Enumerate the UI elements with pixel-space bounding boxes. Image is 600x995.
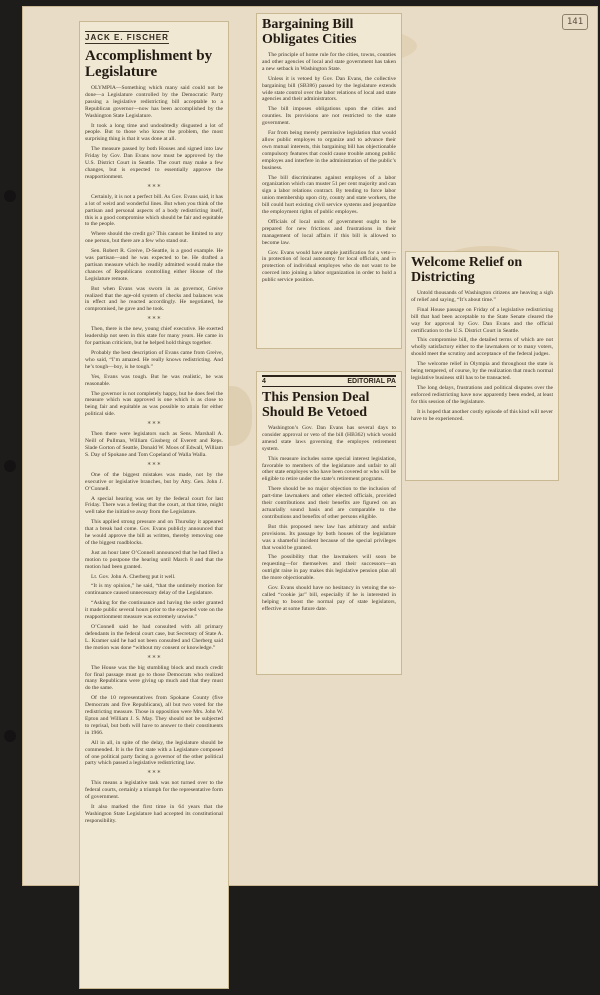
paragraph: Far from being merely permissive legislation that would allow public employes to organize and to advance their own mutual interests, this bargaining bill has objectionable compulsory features that could cause trouble among public employes and interfere in the administration of the public’s business. [262, 130, 396, 171]
paragraph: The welcome relief in Olympia and throughout the state is being tempered, of course, by the realization that much normal legislative business still has to be transacted. [411, 361, 553, 381]
article-body [85, 85, 223, 825]
paragraph: Just an hour later O’Connell announced that he had filed a motion to postpone the hearing until March 8 and that the motion had been granted. [85, 549, 223, 570]
paragraph: Yes, Evans was tough. But he was realistic, he was reasonable. [85, 373, 223, 387]
paragraph: OLYMPIA—Something which many said could not be done—a Legislature controlled by the Democratic Party passing a legislative redistricting bill acceptable to a Republican governor—now has been accomplished by the Washington State Legislature. [85, 85, 223, 119]
section-separator-icon: * * * [147, 183, 161, 191]
paragraph: The House was the big stumbling block and much credit for final passage must go to those Democrats who realized many Republicans were giving up much and that they must do the same. [85, 664, 223, 692]
paragraph: The measure passed by both Houses and signed into law Friday by Gov. Dan Evans now must be approved by the U.S. District Court in Seattle. The court may make a few changes, but is expected to essentially approve the reapportionment. [85, 146, 223, 180]
paragraph: Unless it is vetoed by Gov. Dan Evans, the collective bargaining bill (SB386) passed by the legislature extends wide state control over the labor relations of local and state agencies and their administrators. [262, 75, 396, 103]
section-header [262, 375, 396, 387]
paragraph: The principle of home rule for the cities, towns, counties and other agencies of local and state government has taken a new setback in Washington State. [262, 52, 396, 72]
paragraph: Then there were legislators such as Sens. Marshall A. Neill of Pullman, William Gissberg of Everett and Reps. Slade Gorton of Seattle, Donald W. Moos of Edwall, William S. Day of Spokane and Tom Copeland of Walla Walla. [85, 431, 223, 458]
paragraph: Where should the credit go? This cannot be limited to any one person, but there are a few who stand out. [85, 231, 223, 245]
paragraph: Then, there is the new, young chief executive. He exerted leadership not seen in this state for many years. He came in for partisan criticism, but he helped hold things together. [85, 326, 223, 347]
paragraph: But this proposed new law has arbitrary and unfair provisions. Its passage by both houses of the legislature was a shameful incident because of the special privileges that would be granted. [262, 523, 396, 551]
headline: Bargaining Bill Obligates Cities [262, 17, 357, 47]
paragraph: One of the biggest mistakes was made, not by the executive or legislative branches, but by Atty. Gen. John J. O’Connell. [85, 471, 223, 492]
paragraph: Gov. Evans should have no hesitancy in vetoing the so-called “cookie jar” bill, especially if he is interested in helping to boost the normal pay of state legislators, effective at some future date. [262, 585, 396, 612]
headline: Welcome Relief on Districting [411, 255, 523, 285]
paragraph: A special hearing was set by the federal court for last Friday. There was a feeling that the court, at that time, might well take the initiative away from the Legislature. [85, 495, 223, 516]
paragraph: All in all, in spite of the delay, the legislature should be commended. It is the first state with a Legislature composed of one political party facing a governor of the other political party which passed a legislative redistricting law. [85, 739, 223, 767]
clipping-accomplishment [80, 22, 228, 988]
binder-hole-icon [4, 460, 16, 472]
paragraph: The possibility that the lawmakers will soon be requesting—for themselves and their successors—an outright raise in pay makes this legislative pension plan all the more objectionable. [262, 554, 396, 582]
paragraph: Final House passage on Friday of a legislative redistricting bill that had been acceptable to the State Senate cleared the way for approval by Gov. Dan Evans and the official certification to the U.S. District Court in Seattle. [411, 306, 553, 334]
clipping-welcome-relief [406, 252, 558, 480]
paragraph: “Asking for the continuance and having the order granted it made public several hours prior to the expected vote on the reapportionment measure was extremely unwise.” [85, 600, 223, 621]
binder-hole-icon [4, 730, 16, 742]
section-number: 4 [262, 378, 266, 385]
paragraph: Washington’s Gov. Dan Evans has several days to consider approval or veto of the bill (HB362) which would amend state laws governing the employes retirement system. [262, 425, 396, 452]
paragraph: “It is my opinion,” he said, “that the untimely motion for continuance caused unnecessary delay of the Legislature. [85, 583, 223, 597]
paragraph: It is hoped that another costly episode of this kind will never have to be experienced. [411, 408, 553, 422]
paragraph: The governor is not completely happy, but he does feel the measure which was approved is one which is as close to being fair and equitable as was possible to attain for either political side. [85, 390, 223, 418]
paragraph: The long delays, frustrations and political disputes over the enforced redistricting have now apparently been ended, at least for this session of the legislature. [411, 384, 553, 405]
byline: JACK E. FISCHER [85, 33, 169, 42]
page-number: 141 [562, 14, 588, 30]
paragraph: This means a legislative task was not turned over to the federal courts, certainly a triumph for the representative form of government. [85, 780, 223, 801]
paragraph: Gov. Evans would have ample justification for a veto—in protection of local autonomy for local officials, and in protection of individual employes who do not want to be coerced into joining a labor organization in order to hold a public service position. [262, 249, 396, 284]
paragraph: But when Evans was sworn in as governor, Greive realized that the age-old system of checks and balances was in effect and he reacted accordingly. He negotiated, he compromised, he gave and he took. [85, 285, 223, 313]
paragraph: The bill imposes obligations upon the cities and counties. Its provisions are not restricted to the state government. [262, 106, 396, 127]
paragraph: This compromise bill, the detailed terms of which are not wholly satisfactory either to the lawmakers or to many voters, should meet the scrutiny and acceptance of the federal judges. [411, 337, 553, 358]
headline: Accomplishment by Legislature [85, 48, 213, 80]
section-separator-icon: * * * [147, 654, 161, 662]
article-body [262, 425, 396, 613]
paragraph: O’Connell said he had consulted with all primary defendants in the federal court case, but Secretary of State A. L. Kramer said he had not been consulted and Cherberg said the motion was done “without my consent or knowledge.” [85, 624, 223, 651]
paragraph: The bill discriminates against employes of a labor organization which can muster 51 per cent majority and can sign a labor relations contract. By tending to force labor union membership upon city, county and state workers, the bill could hurt existing civil service systems and jeopardize the employment rights of public employes. [262, 174, 396, 216]
clipping-pension-deal [257, 372, 401, 674]
paragraph: There should be no major objection to the inclusion of part-time lawmakers and other elected officials, provided their contributions and their benefits are figured on an actuarially sound basis and are comparable to the contributions and benefits of other persons eligible. [262, 486, 396, 520]
binder-hole-icon [4, 190, 16, 202]
paragraph: Lt. Gov. John A. Cherberg put it well. [91, 573, 176, 580]
paragraph: This applied strong pressure and on Thursday it appeared that a break had come. Gov. Evans publicly announced that he would approve the bill as written, thereby removing one of the biggest roadblocks. [85, 519, 223, 546]
paragraph: Untold thousands of Washington citizens are heaving a sigh of relief and saying, “It’s about time.” [411, 290, 553, 303]
paragraph: Sen. Robert R. Greive, D-Seattle, is a good example. He was partisan—and he was expected to be. He drafted a partisan measure which he readily admitted would make the chances of Republicans controlling either House of the Legislature remote. [85, 248, 223, 282]
paragraph: It also marked the first time in 64 years that the Washington State Legislature had accepted its constitutional responsibility. [85, 804, 223, 824]
section-separator-icon: * * * [147, 316, 161, 324]
article-body [411, 290, 553, 422]
section-label: EDITORIAL PA [347, 378, 396, 385]
headline: This Pension Deal Should Be Vetoed [262, 390, 370, 420]
paragraph: Officials of local units of government ought to be prepared for new frictions and frustrations in their management of local affairs if this bill is allowed to become law. [262, 218, 396, 246]
paragraph: Probably the best description of Evans came from Greive, who said, “I’m amazed. He really knows redistricting. And he’s tough—boy, is he tough.” [85, 350, 223, 370]
section-separator-icon: * * * [147, 770, 161, 778]
clipping-bargaining-bill [257, 14, 401, 348]
section-separator-icon: * * * [147, 421, 161, 429]
paragraph: It took a long time and undoubtedly disgusted a lot of people. But to those who know the problem, the most surprising thing is that it was done at all. [85, 122, 223, 143]
section-separator-icon: * * * [147, 461, 161, 469]
paragraph: Of the 10 representatives from Spokane County (five Democrats and five Republicans), all but two voted for the redistricting measure. Those in opposition were Mrs. John W. Epton and William J. S. May. They should not be subjected to reprisal, but both will have to answer to their constituents in 1966. [85, 695, 223, 736]
paragraph: This measure includes some special interest legislation, favorable to members of the legislature and unfair to all other state employes who have been covered or who will be eligible to retire under the state’s retirement programs. [262, 455, 396, 483]
article-body [262, 52, 396, 284]
paragraph: Certainly, it is not a perfect bill. As Gov. Evans said, it has a lot of weird and wonderful lines. But when you think of the partisan and personal aspects of a body redistricting itself, this is a good compromise which should be fair and equitable to the people. [85, 193, 223, 228]
